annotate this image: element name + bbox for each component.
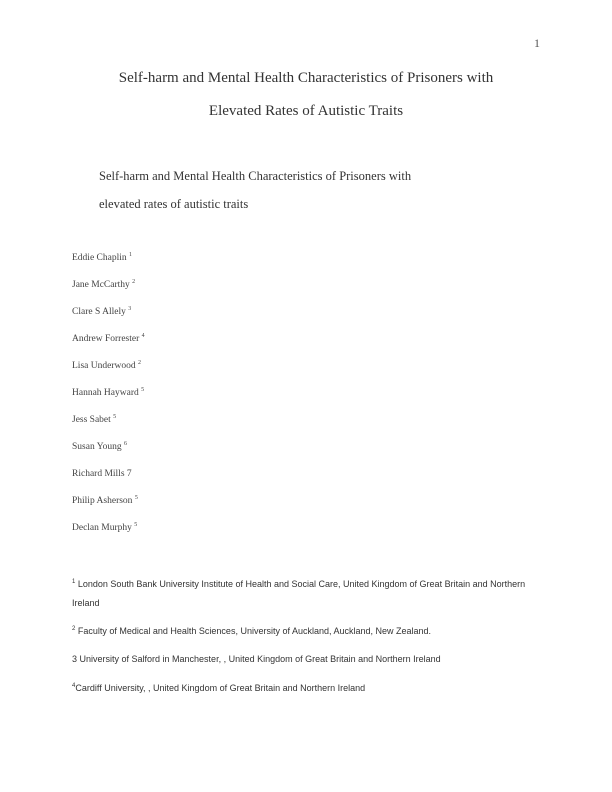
author-affiliation-marker: 6: [124, 441, 128, 447]
author: [72, 523, 137, 533]
subtitle-line-1: Self-harm and Mental Health Characteristics of Prisoners with: [99, 169, 412, 183]
author-affiliation-marker: 5: [134, 522, 138, 528]
affiliation-marker: 2: [72, 626, 76, 632]
affiliation: [72, 683, 365, 693]
affiliation-marker: 4: [72, 683, 76, 689]
author: [72, 334, 145, 344]
affiliation: [72, 654, 441, 664]
author-affiliation-marker: 2: [132, 279, 136, 285]
author: [72, 253, 132, 263]
affiliation-text: 3 University of Salford in Manchester, , United Kingdom of Great Britain and Northern Ireland: [72, 654, 441, 664]
author-name: Eddie Chaplin: [72, 253, 127, 263]
author-name: Clare S Allely: [72, 307, 126, 317]
author: [72, 307, 131, 317]
author-name: Jess Sabet: [72, 415, 111, 425]
author-name: Declan Murphy: [72, 523, 132, 533]
author-affiliation-marker: 4: [141, 333, 145, 339]
affiliation-continuation: Ireland: [72, 598, 100, 608]
title-line-1: Self-harm and Mental Health Characteristics of Prisoners with: [118, 70, 494, 86]
author: [72, 469, 132, 479]
author-name: Philip Asherson: [72, 496, 133, 506]
author-name: Lisa Underwood: [72, 361, 136, 371]
author-name: Richard Mills 7: [72, 469, 132, 479]
author: [72, 442, 127, 452]
author: [72, 388, 144, 398]
affiliation-text: Cardiff University, , United Kingdom of Great Britain and Northern Ireland: [75, 683, 366, 693]
affiliation-text: London South Bank University Institute of Health and Social Care, United Kingdom of Great Britain and Northern: [77, 579, 526, 589]
author-affiliation-marker: 5: [134, 495, 138, 501]
author: [72, 361, 141, 371]
subtitle-line-2: elevated rates of autistic traits: [99, 197, 249, 211]
author-affiliation-marker: 2: [137, 360, 141, 366]
author-name: Hannah Hayward: [72, 388, 139, 398]
page-number: 1: [534, 36, 540, 50]
author-name: Susan Young: [72, 442, 122, 452]
author-affiliation-marker: 5: [141, 387, 145, 393]
author-name: Jane McCarthy: [72, 280, 130, 290]
author-affiliation-marker: 1: [129, 252, 132, 258]
author: [72, 280, 135, 290]
author: [72, 415, 116, 425]
affiliation: [72, 626, 431, 636]
author: [72, 496, 138, 506]
affiliation: [72, 579, 525, 589]
author-name: Andrew Forrester: [72, 334, 140, 344]
author-affiliation-marker: 5: [113, 414, 117, 420]
affiliation-text: Faculty of Medical and Health Sciences, University of Auckland, Auckland, New Zealand.: [77, 626, 432, 636]
title-line-2: Elevated Rates of Autistic Traits: [208, 103, 404, 119]
affiliation-marker: 1: [72, 579, 76, 585]
author-affiliation-marker: 3: [128, 306, 132, 312]
